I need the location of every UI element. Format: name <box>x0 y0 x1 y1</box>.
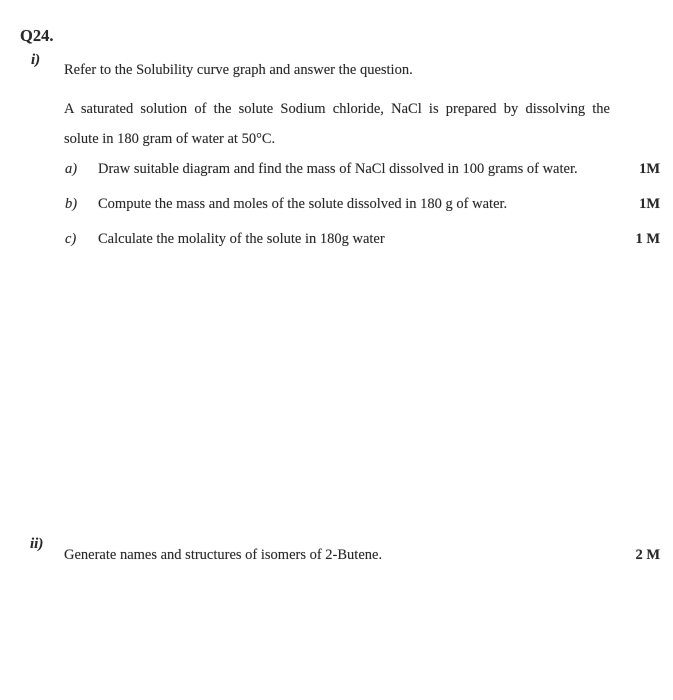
subitem-a-label: a) <box>65 161 78 177</box>
part-i-label: i) <box>31 52 41 68</box>
subitem-c-text: Calculate the molality of the solute in 180g water <box>98 231 385 247</box>
part-ii-label: ii) <box>30 536 44 552</box>
subitem-b-marks: 1M <box>639 196 660 212</box>
subitem-c-marks: 1 M <box>635 231 660 247</box>
subitem-a-text: Draw suitable diagram and find the mass of NaCl dissolved in 100 grams of water. <box>98 161 578 177</box>
part-ii-marks: 2 M <box>635 547 660 563</box>
part-i-paragraph <box>64 94 610 154</box>
part-ii-row <box>64 545 660 565</box>
subitem-c-label: c) <box>65 231 77 247</box>
subitem-b-text: Compute the mass and moles of the solute dissolved in 180 g of water. <box>98 196 508 212</box>
subitem-row-b <box>65 194 660 214</box>
subitem-b-label: b) <box>65 196 78 212</box>
part-i-intro: Refer to the Solubility curve graph and answer the question. <box>64 62 413 78</box>
part-ii-text: Generate names and structures of isomers of 2-Butene. <box>64 547 383 563</box>
paragraph-line-2: solute in 180 gram of water at 50°C. <box>64 131 276 147</box>
subitem-row-a <box>65 159 660 179</box>
subitem-a-marks: 1M <box>639 161 660 177</box>
paragraph-line-1: A saturated solution of the solute Sodium chloride, NaCl is prepared by dissolving the <box>64 101 610 117</box>
question-number: Q24. <box>20 26 54 45</box>
subitem-row-c <box>65 229 660 249</box>
part-i-subitems <box>65 159 660 264</box>
